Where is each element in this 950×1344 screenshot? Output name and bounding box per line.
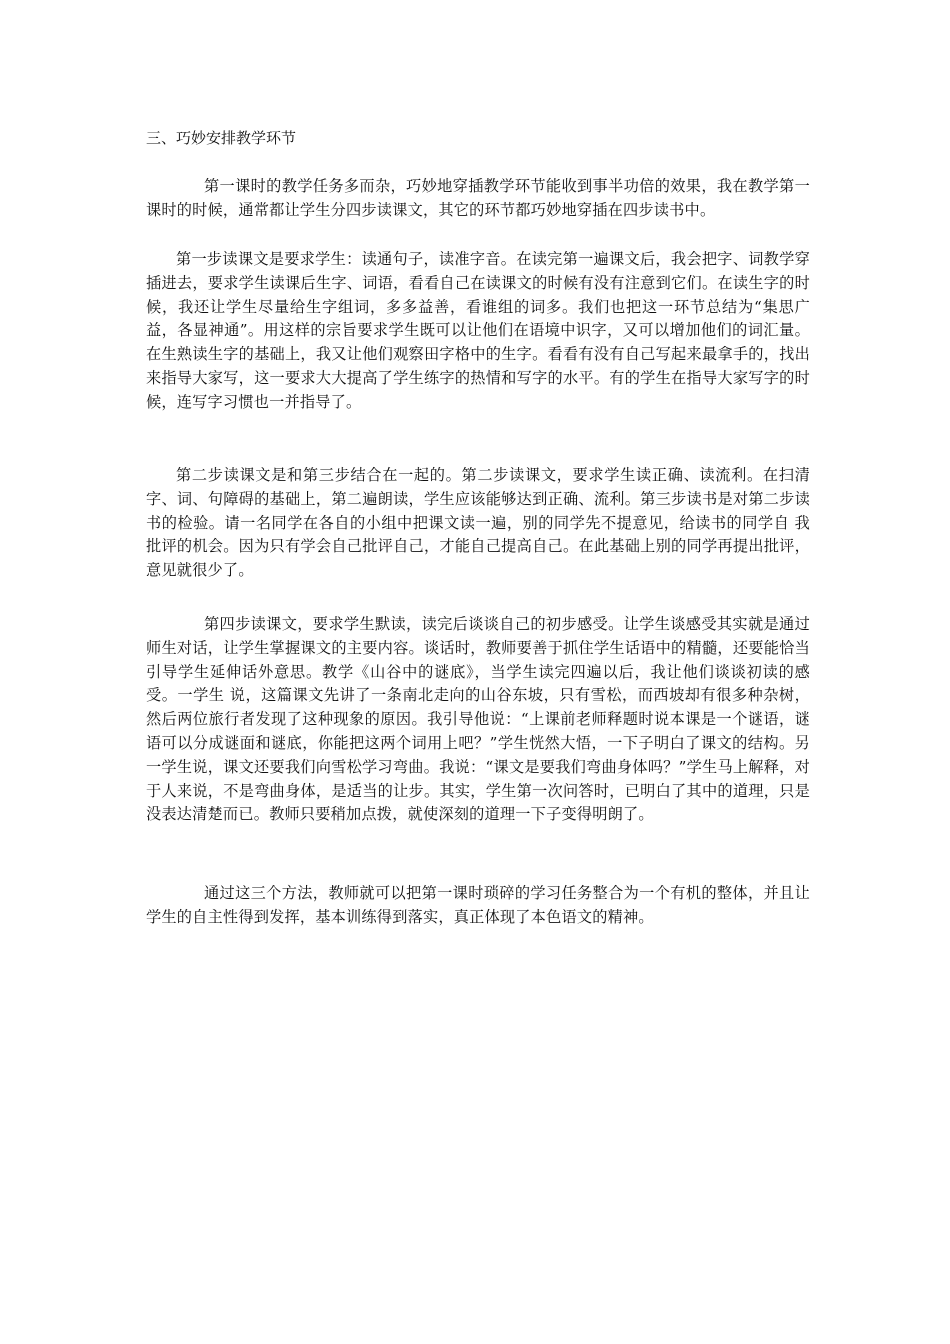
paragraph-step-two-three: 第二步读课文是和第三步结合在一起的。第二步读课文，要求学生读正确、读流利。在扫清字、词、句障碍的基础上，第二遍朗读，学生应该能够达到正确、流利。第三步读书是对第二步读书的检验。请一名同学在各自的小组中把课文读一遍，别的同学先不提意见，给读书的同学自 我批评的机会。因为只有学会自己批评自己，才能自己提高自己。在此基础上别的同学再提出批评，意见就很少了。 [146,466,810,580]
section-heading: 三、巧妙安排教学环节 [146,129,297,147]
paragraph-step-four: 第四步读课文，要求学生默读，读完后谈谈自己的初步感受。让学生谈感受其实就是通过师生对话，让学生掌握课文的主要内容。谈话时，教师要善于抓住学生话语中的精髓，还要能恰当引导学生延伸话外意思。教学《山谷中的谜底》，当学生读完四遍以后，我让他们谈谈初读的感受。一学生 说，这篇课文先讲了一条南北走向的山谷东坡，只有雪松，而西坡却有很多种杂树，然后两位旅行者发现了这种现象的原因。我引导他说：“上课前老师释题时说本课是一个谜语，谜语可以分成谜面和谜底，你能把这两个词用上吧？”学生恍然大悟，一下子明白了课文的结构。另一学生说，课文还要我们向雪松学习弯曲。我说：“课文是要我们弯曲身体吗？”学生马上解释，对于人来说，不是弯曲身体，是适当的让步。其实，学生第一次问答时，已明白了其中的道理，只是没表达清楚而已。教师只要稍加点拨，就使深刻的道理一下子变得明朗了。 [146,615,810,824]
paragraph-intro: 第一课时的教学任务多而杂，巧妙地穿插教学环节能收到事半功倍的效果，我在教学第一课时的时候，通常都让学生分四步读课文，其它的环节都巧妙地穿插在四步读书中。 [146,177,810,219]
paragraph-conclusion: 通过这三个方法，教师就可以把第一课时琐碎的学习任务整合为一个有机的整体，并且让学生的自主性得到发挥，基本训练得到落实，真正体现了本色语文的精神。 [146,884,810,926]
paragraph-step-one: 第一步读课文是要求学生：读通句子，读准字音。在读完第一遍课文后，我会把字、词教学穿插进去，要求学生读课后生字、词语，看看自己在读课文的时候有没有注意到它们。在读生字的时候，我还让学生尽量给生字组词，多多益善，看谁组的词多。我们也把这一环节总结为“集思广益，各显神通”。用这样的宗旨要求学生既可以让他们在语境中识字，又可以增加他们的词汇量。在生熟读生字的基础上，我又让他们观察田字格中的生字。看看有没有自己写起来最拿手的，找出来指导大家写，这一要求大大提高了学生练字的热情和写字的水平。有的学生在指导大家写字的时候，连写字习惯也一并指导了。 [146,250,810,411]
